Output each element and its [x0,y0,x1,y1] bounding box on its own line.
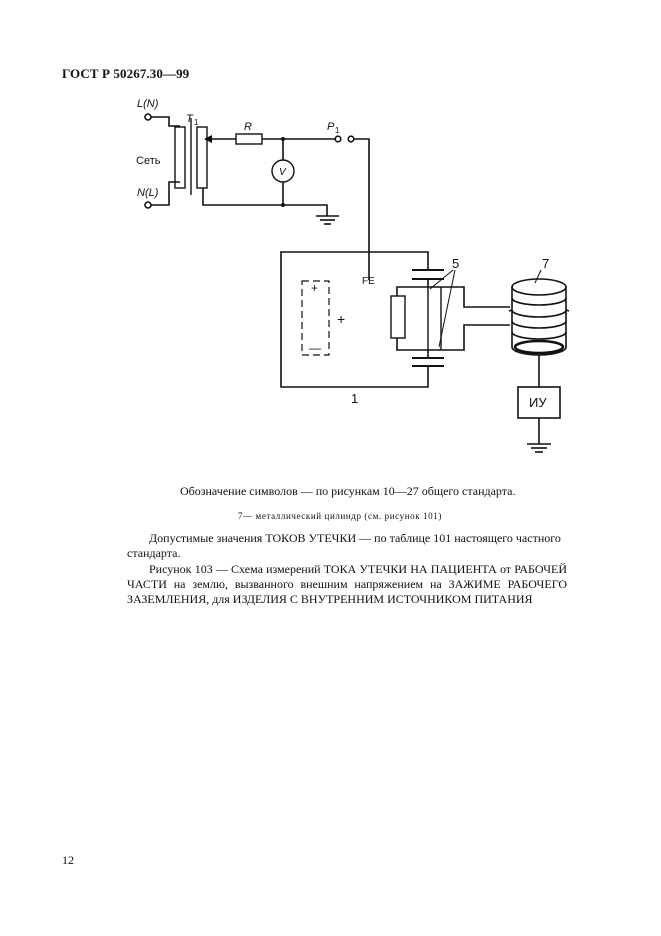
standard-title: ГОСТ Р 50267.30—99 [62,66,190,81]
plus-sign: + [337,311,346,327]
enclosure-number: 1 [351,391,359,406]
battery-minus: — [309,341,321,355]
tap-arrow [204,135,212,143]
source-top-wire [151,117,180,126]
network-label: Сеть [136,155,161,167]
transformer-primary [175,127,185,188]
measuring-device-label: ИУ [529,395,547,410]
source-bottom-label: N(L) [137,187,159,199]
equipment-enclosure [281,252,428,387]
applied-part-number: 5 [452,256,460,271]
switch-subscript: 1 [335,126,340,135]
source-top-label: L(N) [137,98,159,110]
transformer-subscript: 1 [194,118,199,127]
voltmeter-label: V [279,167,286,178]
transformer-secondary [197,127,207,188]
switch-contact-left [335,136,341,142]
allowed-values-text: Допустимые значения ТОКОВ УТЕЧКИ — по таблице 101 настоящего частного стандарта. [127,531,561,560]
cylinder-number: 7 [542,256,550,271]
cylinder-note: 7— металлический цилиндр (см. рисунок 101) [238,511,442,521]
switch-contact-right [348,136,354,142]
resistor [236,134,262,144]
symbols-legend: Обозначение символов — по рисункам 10—27 общего стандарта. [180,484,516,498]
switch-label: P [327,121,335,133]
applied-part-resistor [391,296,405,338]
functional-earth-label: FE [362,276,375,287]
page-number: 12 [62,853,74,867]
source-bottom-terminal [145,202,151,208]
resistor-label: R [244,121,252,133]
figure-caption: Рисунок 103 — Схема измерений ТОКА УТЕЧКИ НА ПАЦИЕНТА от РАБОЧЕЙ ЧАСТИ на землю, вызванного внешним напряжением на ЗАЖИМЕ РАБОЧЕГО ЗАЗЕМЛЕНИЯ, для ИЗДЕЛИЯ С ВНУТРЕННИМ ИСТОЧНИКОМ ПИТАНИЯ [127,562,567,606]
battery-plus: + [311,281,319,295]
transformer-label: T [186,113,193,125]
metal-cylinder [509,279,569,355]
source-top-terminal [145,114,151,120]
